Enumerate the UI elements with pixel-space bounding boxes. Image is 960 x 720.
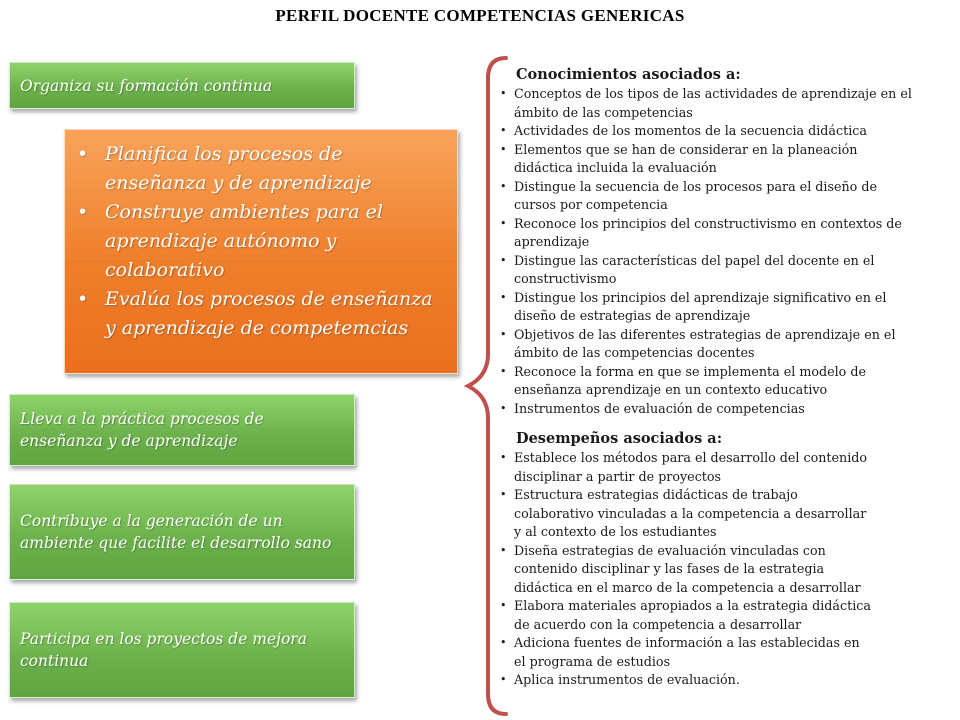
bullet-icon: •: [500, 179, 507, 193]
list-item-text: cursos por competencia: [514, 197, 668, 212]
bullet-icon: •: [500, 87, 507, 100]
list-item: [500, 85, 952, 122]
list-item-text: Objetivos de las diferentes estrategias de aprendizaje en el: [514, 326, 896, 342]
bullet-icon: •: [500, 216, 507, 230]
list-item: [500, 178, 952, 215]
competency-label: Contribuye a la generación de un ambiente que facilite el desarrollo sano: [20, 512, 332, 552]
list-item-text: Distingue las características del papel del docente en el: [514, 252, 875, 268]
bullet-icon: •: [500, 543, 507, 557]
list-item-text: aprendizaje: [514, 234, 590, 249]
conocimientos-section: [500, 64, 952, 418]
list-item-text: Elementos que se han de considerar en la planeación: [514, 141, 858, 157]
list-item-text: diseño de estrategias de aprendizaje: [514, 308, 751, 323]
list-item: [500, 363, 952, 400]
list-item-text: disciplinar a partir de proyectos: [514, 468, 722, 484]
highlighted-competency-list: [65, 130, 457, 343]
competency-box-lleva: [9, 394, 355, 466]
page-title: PERFIL DOCENTE COMPETENCIAS GENERICAS: [275, 6, 685, 25]
list-item-text: Estructura estrategias didácticas de trabajo: [514, 487, 798, 502]
list-item-text: Distingue los principios del aprendizaje significativo en el: [514, 289, 887, 305]
list-item-text: ámbito de las competencias docentes: [514, 345, 755, 360]
list-item-text: el programa de estudios: [514, 653, 671, 669]
list-item-text: Distingue la secuencia de los procesos para el diseño de: [514, 178, 877, 194]
list-item: [500, 141, 952, 178]
list-item-text: enseñanza aprendizaje en un contexto educativo: [514, 382, 828, 397]
competency-label: Evalúa los procesos de enseñanza y aprendizaje de competemcias: [105, 288, 433, 339]
section-title: Conocimientos asociados a:: [516, 66, 741, 83]
bullet-icon: •: [500, 451, 507, 464]
list-item: [500, 400, 952, 419]
list-item-text: didáctica en el marco de la competencia a desarrollar: [514, 579, 861, 595]
list-item-text: contenido disciplinar y las fases de la estrategia: [514, 561, 825, 576]
competency-label: Construye ambientes para el aprendizaje autónomo y colaborativo: [105, 201, 383, 281]
list-item: [500, 122, 952, 141]
competency-box-organiza: [9, 62, 355, 109]
bullet-icon: •: [500, 599, 507, 612]
list-item: • Evalúa los procesos de enseñanza y aprendizaje de competemcias: [77, 288, 433, 339]
list-item-text: ámbito de las competencias: [514, 104, 693, 120]
list-item-text: Establece los métodos para el desarrollo del contenido: [514, 450, 868, 465]
competency-box-highlighted: [64, 129, 458, 374]
list-item: [500, 289, 952, 326]
bullet-icon: •: [500, 253, 507, 267]
list-item-text: y al contexto de los estudiantes: [514, 524, 717, 539]
competency-box-participa: [9, 602, 355, 698]
bullet-icon: •: [500, 401, 507, 415]
bullet-icon: •: [500, 364, 507, 378]
bullet-icon: •: [500, 124, 507, 137]
bullet-icon: •: [500, 673, 507, 686]
bullet-icon: •: [500, 636, 507, 649]
list-item: [500, 486, 952, 542]
competency-label: Participa en los proyectos de mejora continua: [20, 630, 307, 670]
list-item: • Construye ambientes para el aprendizaje autónomo y colaborativo: [77, 201, 383, 281]
bullet-icon: •: [500, 327, 507, 341]
list-item-text: de acuerdo con la competencia a desarrollar: [514, 616, 802, 632]
list-item-text: Instrumentos de evaluación de competencias: [514, 400, 805, 416]
list-item: [500, 449, 952, 486]
list-item-text: constructivismo: [514, 271, 617, 286]
section-title: Desempeños asociados a:: [516, 430, 723, 447]
list-item: [500, 597, 952, 634]
list-item-text: Conceptos de los tipos de las actividades de aprendizaje en el: [514, 86, 912, 101]
list-item: [500, 326, 952, 363]
list-item-text: Elabora materiales apropiados a la estrategia didáctica: [514, 598, 871, 613]
list-item: [500, 252, 952, 289]
list-item: [500, 671, 952, 690]
list-item-text: Adiciona fuentes de información a las establecidas en: [514, 635, 860, 650]
bullet-icon: •: [500, 488, 507, 501]
list-item-text: Aplica instrumentos de evaluación.: [514, 672, 740, 687]
competency-box-contribuye: [9, 484, 355, 580]
competency-label: Planifica los procesos de enseñanza y de aprendizaje: [105, 143, 372, 194]
conocimientos-list: [500, 85, 952, 418]
list-item-text: Reconoce los principios del constructivismo en contextos de: [514, 215, 902, 231]
bullet-icon: •: [500, 290, 507, 304]
competency-label: Organiza su formación continua: [20, 76, 273, 95]
competency-label: Lleva a la práctica procesos de enseñanza y de aprendizaje: [20, 410, 264, 450]
list-item: • Planifica los procesos de enseñanza y de aprendizaje: [77, 143, 372, 194]
list-item-text: Reconoce la forma en que se implementa el modelo de: [514, 363, 866, 379]
list-item-text: colaborativo vinculadas a la competencia a desarrollar: [514, 505, 867, 521]
desempenos-list: [500, 449, 952, 690]
list-item: [500, 634, 952, 671]
list-item-text: didáctica incluida la evaluación: [514, 160, 717, 175]
list-item: [500, 542, 952, 598]
desempenos-section: [500, 428, 952, 690]
list-item-text: Diseña estrategias de evaluación vinculadas con: [514, 542, 826, 558]
bullet-icon: •: [500, 142, 507, 156]
list-item-text: Actividades de los momentos de la secuencia didáctica: [514, 123, 867, 138]
list-item: [500, 215, 952, 252]
